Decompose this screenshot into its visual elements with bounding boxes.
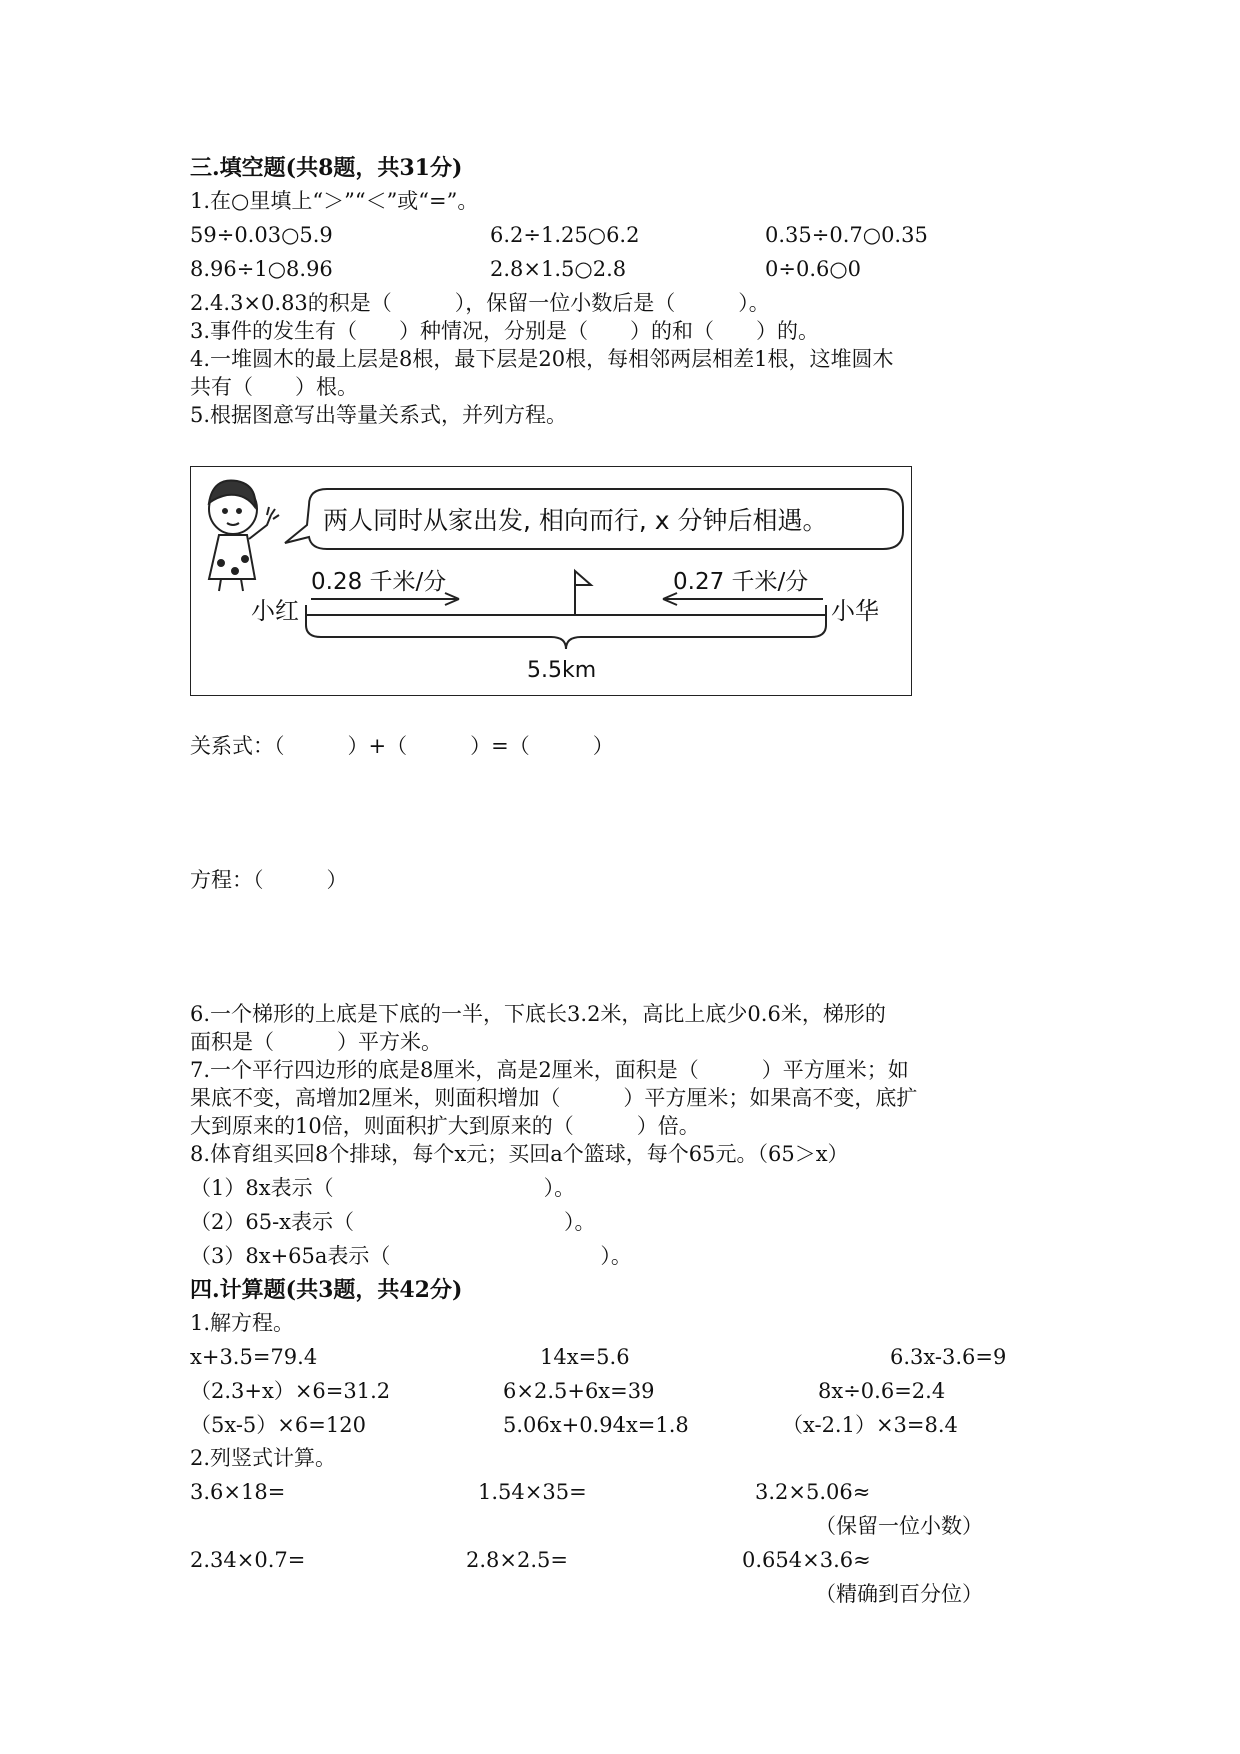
equation-item: （x-2.1）×3=8.4 bbox=[782, 1413, 958, 1437]
compare-item: 6.2÷1.25○6.2 bbox=[490, 223, 640, 247]
q8-sub1: （1）8x表示（ ）。 bbox=[190, 1176, 576, 1200]
q4-line2: 共有（ ）根。 bbox=[190, 375, 358, 399]
q6-line2: 面积是（ ）平方米。 bbox=[190, 1030, 442, 1054]
left-speed-label: 0.28 千米/分 bbox=[311, 569, 447, 595]
distance-brace bbox=[306, 625, 826, 649]
equation-item: 6.3x-3.6=9 bbox=[890, 1345, 1007, 1369]
compare-item: 59÷0.03○5.9 bbox=[190, 223, 333, 247]
q5-text: 5.根据图意写出等量关系式，并列方程。 bbox=[190, 403, 568, 427]
q7-line3: 大到原来的10倍，则面积扩大到原来的（ ）倍。 bbox=[190, 1114, 700, 1138]
q7-line1: 7.一个平行四边形的底是8厘米，高是2厘米，面积是（ ）平方厘米；如 bbox=[190, 1058, 909, 1082]
s4-q1-text: 1.解方程。 bbox=[190, 1311, 295, 1335]
q3-text: 3.事件的发生有（ ）种情况，分别是（ ）的和（ ）的。 bbox=[190, 319, 820, 343]
compare-item: 0.35÷0.7○0.35 bbox=[765, 223, 928, 247]
compare-item: 0÷0.6○0 bbox=[765, 257, 862, 281]
section4-title: 四.计算题(共3题，共42分) bbox=[190, 1277, 463, 1303]
calc-note: （精确到百分位） bbox=[815, 1582, 983, 1606]
girl-icon bbox=[209, 480, 279, 591]
flag-icon bbox=[575, 571, 591, 615]
meeting-diagram bbox=[190, 466, 912, 696]
right-speed-label: 0.27 千米/分 bbox=[673, 569, 809, 595]
equation-item: 8x÷0.6=2.4 bbox=[818, 1379, 946, 1403]
right-name: 小华 bbox=[831, 597, 879, 625]
left-name: 小红 bbox=[251, 597, 299, 625]
calc-note: （保留一位小数） bbox=[815, 1514, 983, 1538]
equation-item: 5.06x+0.94x=1.8 bbox=[503, 1413, 689, 1437]
calc-item: 2.34×0.7= bbox=[190, 1548, 306, 1572]
q8-sub2: （2）65-x表示（ ）。 bbox=[190, 1210, 596, 1234]
calc-item: 0.654×3.6≈ bbox=[742, 1548, 871, 1572]
q8-sub3: （3）8x+65a表示（ ）。 bbox=[190, 1244, 632, 1268]
equation-item: （5x-5）×6=120 bbox=[190, 1413, 366, 1437]
q1-text: 1.在○里填上“＞”“＜”或“=”。 bbox=[190, 189, 479, 213]
calc-item: 3.2×5.06≈ bbox=[755, 1480, 871, 1504]
compare-item: 8.96÷1○8.96 bbox=[190, 257, 333, 281]
relation-line: 关系式：（ ）+（ ）=（ ） bbox=[190, 734, 614, 758]
compare-item: 2.8×1.5○2.8 bbox=[490, 257, 627, 281]
q2-text: 2.4.3×0.83的积是（ ），保留一位小数后是（ ）。 bbox=[190, 291, 770, 315]
q8-text: 8.体育组买回8个排球，每个x元；买回a个篮球，每个65元。（65＞x） bbox=[190, 1142, 849, 1166]
equation-item: （2.3+x）×6=31.2 bbox=[190, 1379, 391, 1403]
section3-title: 三.填空题(共8题，共31分) bbox=[190, 155, 463, 181]
equation-item: 14x=5.6 bbox=[540, 1345, 630, 1369]
calc-item: 1.54×35= bbox=[478, 1480, 587, 1504]
distance-label: 5.5km bbox=[527, 658, 597, 683]
equation-item: x+3.5=79.4 bbox=[190, 1345, 318, 1369]
q4-line1: 4.一堆圆木的最上层是8根，最下层是20根，每相邻两层相差1根，这堆圆木 bbox=[190, 347, 894, 371]
calc-item: 3.6×18= bbox=[190, 1480, 286, 1504]
equation-line: 方程：（ ） bbox=[190, 868, 348, 892]
q7-line2: 果底不变，高增加2厘米，则面积增加（ ）平方厘米；如果高不变，底扩 bbox=[190, 1086, 918, 1110]
q6-line1: 6.一个梯形的上底是下底的一半，下底长3.2米，高比上底少0.6米，梯形的 bbox=[190, 1002, 886, 1026]
equation-item: 6×2.5+6x=39 bbox=[503, 1379, 655, 1403]
s4-q2-text: 2.列竖式计算。 bbox=[190, 1446, 337, 1470]
speech-text: 两人同时从家出发, 相向而行, x 分钟后相遇。 bbox=[323, 506, 828, 535]
calc-item: 2.8×2.5= bbox=[466, 1548, 568, 1572]
